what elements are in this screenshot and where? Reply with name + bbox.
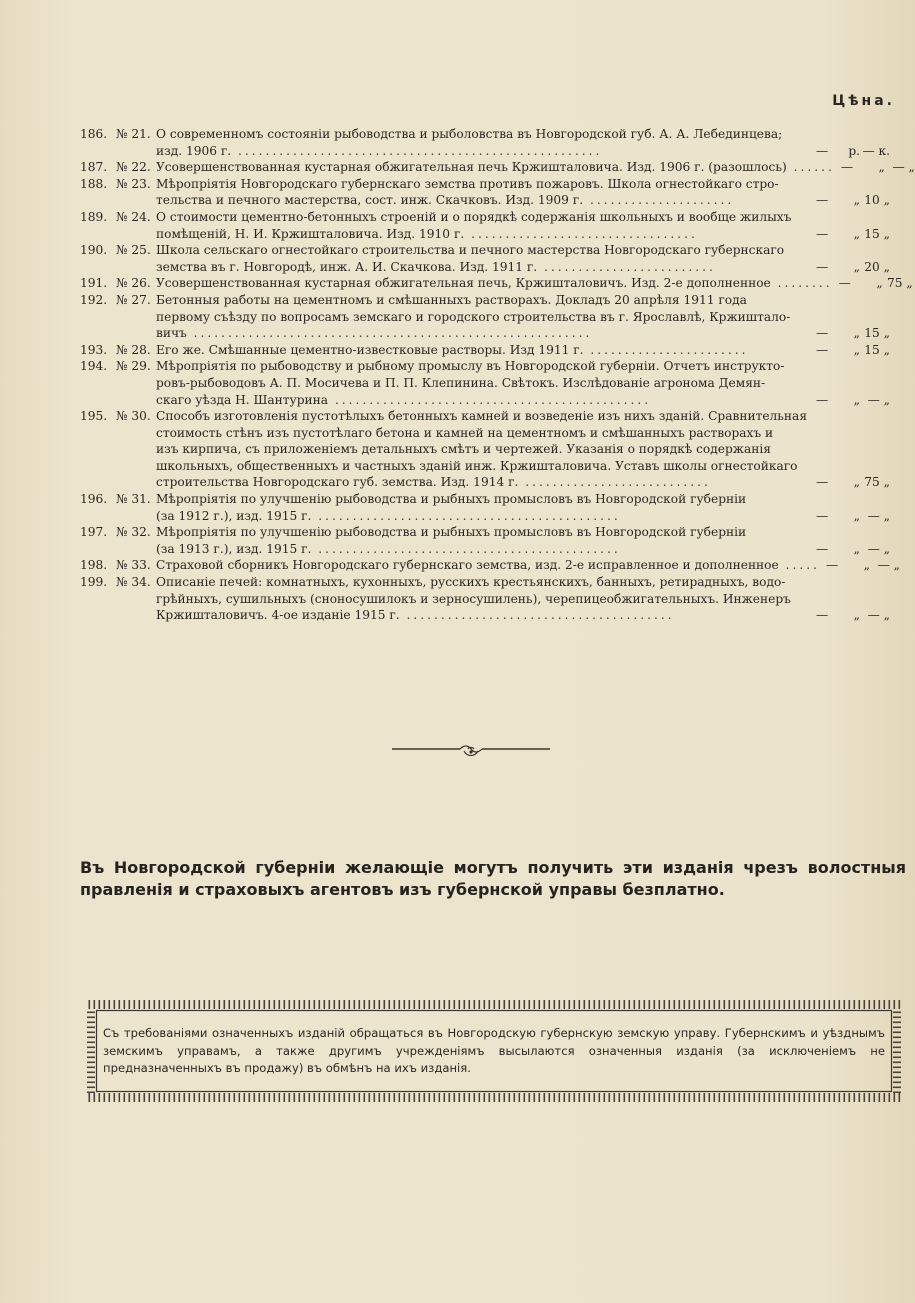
entry-number: № 34. [116,575,151,590]
entry-title-line: ровъ-рыбоводовъ А. П. Мосичева и П. П. Клепинина. Свѣтокъ. Изслѣдованiе агронома Демян- [156,375,766,390]
leader-dots: .......................................................... [186,326,593,341]
entry-title-line: Мѣропрiятiя Новгородскаго губернскаго земства противъ пожаровъ. Школа огнестойкаго стро- [156,176,779,191]
entry-index: 194. [80,359,108,374]
entry-number: № 28. [116,342,151,357]
ornament-divider [392,745,550,759]
entry-title [156,342,816,359]
leader-dots: ..................... [583,193,735,208]
entry-index: 187. [80,160,108,175]
list-item [80,242,906,275]
price-part: „ [878,160,885,175]
price-part: — [816,226,829,241]
list-item [80,574,906,624]
price-part: р. [848,143,860,158]
entry-number: № 22. [116,160,151,175]
entry-title-line: (за 1913 г.), изд. 1915 г. ............................................ [156,541,621,556]
price-part: — [816,475,829,490]
entry-number: № 27. [116,292,151,307]
entry-number: № 23. [116,176,151,191]
entry-price [839,275,915,292]
list-item [80,159,915,176]
entry-index: 192. [80,292,108,307]
entry-title-line: школьныхъ, общественныхъ и частныхъ зданiй инж. Кржишталовича. Уставъ школы огнестойкаго [156,458,798,473]
price-part: „ [853,193,860,208]
price-part: — [816,608,829,623]
list-item [80,209,906,242]
leader-dots: ............................................ [311,508,621,523]
price-part: 75 „ [886,276,913,291]
entry-price [816,325,906,342]
entry-title-line: Способъ изготовленiя пустотѣлыхъ бетонныхъ камней и возведенiе изъ нихъ зданiй. Сравнительная [156,409,808,424]
entry-index: 193. [80,342,108,357]
entry-title [156,358,816,408]
list-item [80,408,906,491]
entry-title-line: земства въ г. Новгородѣ, инж. А. И. Скачкова. Изд. 1911 г. ......................... [156,259,716,274]
price-part: „ [853,259,860,274]
entry-title-line: Описанiе печей: комнатныхъ, кухонныхъ, русскихъ крестьянскихъ, банныхъ, ретирадныхъ, водо- [156,575,786,590]
entry-number: № 26. [116,276,151,291]
price-part: „ [853,541,860,556]
list-item [80,557,906,574]
price-part: „ [853,392,860,407]
entry-number: № 21. [116,127,151,141]
entry-title [156,574,816,624]
leader-dots: ................................. [464,226,698,241]
entry-title-line: Кржишталовичъ. 4-ое изданiе 1915 г. ....................................... [156,608,675,623]
entry-price [816,508,906,525]
price-part: „ [853,342,860,357]
entry-title-line: Его же. Смѣшанные цементно-известковые растворы. Изд 1911 г. ....................... [156,342,749,357]
price-part: — [838,276,851,291]
entry-title [156,408,816,491]
price-part: — [816,326,829,341]
list-item [80,292,906,342]
entry-index: 191. [80,276,108,291]
entry-price [841,159,915,176]
entry-index: 188. [80,176,108,191]
entry-number: № 30. [116,409,151,424]
leader-dots: ........................... [518,475,711,490]
price-part: 15 „ [864,342,890,357]
entry-index: 190. [80,243,108,258]
leader-dots: .............................................. [328,392,652,407]
price-part: 20 „ [864,259,890,274]
entry-price [816,342,906,359]
entry-number: № 29. [116,359,151,374]
entry-price [816,259,906,276]
leader-dots: ........ [770,276,833,291]
price-part: 75 „ [864,475,890,490]
list-item [80,176,906,209]
price-part: „ [876,276,883,291]
ornamental-frame-box [87,1000,901,1102]
entry-title-line: Мѣропрiятiя по улучшенiю рыбоводства и рыбныхъ промысловъ въ Новгородской губернiи [156,492,747,507]
entry-price [816,226,906,243]
entry-title-line: изд. 1906 г. ..................................................... [156,143,603,158]
list-item [80,275,913,292]
price-part: — [816,508,829,523]
entry-title [156,292,816,342]
entry-price [816,541,906,558]
price-part: „ [853,326,860,341]
price-part: — „ [867,608,890,623]
price-part: — [816,541,829,556]
entry-title [156,242,816,275]
publication-list [80,126,915,624]
entry-title [156,275,839,292]
entry-title-line: скаго уѣзда Н. Шантурина .............................................. [156,392,652,407]
price-part: — [816,392,829,407]
entry-title-line: Школа сельскаго огнестойкаго строительства и печного мастерства Новгородскаго губернскаго [156,243,785,258]
entry-price [816,607,906,624]
entry-title [156,557,826,574]
entry-number: № 31. [116,492,151,507]
price-part: 10 „ [864,193,890,208]
entry-title-line: О стоимости цементно-бетонныхъ строенiй и о порядкѣ содержанiя школьныхъ и вообще жилыхъ [156,209,792,224]
price-part: — „ [877,558,900,573]
price-part: 15 „ [864,226,890,241]
entry-title [156,491,816,524]
price-part: — „ [867,508,890,523]
leader-dots: ..... [778,558,820,573]
entry-index: 196. [80,492,108,507]
entry-title-line: первому съѣзду по вопросамъ земскаго и городского строительства въ г. Ярославлѣ, Кржишталo- [156,309,791,324]
exchange-notice-text: Съ требованiями означенныхъ изданiй обращаться въ Новгородскую губернскую земскую управу. Губернскимъ и уѣзднымъ земскимъ управамъ, а также другимъ учрежденiямъ высылаются означенныя изданiя (за исключенiемъ не предназначенныхъ въ продажу) въ обмѣнъ на ихъ изданiя. [103,1026,885,1075]
entry-title-line: О современномъ состоянiи рыбоводства и рыболовства въ Новгородской губ. А. А. Лебединцева; [156,127,783,141]
list-item [80,524,906,557]
list-item [80,491,906,524]
entry-title-line: Усовершенствованная кустарная обжигательная печь Кржишталовича. Изд. 1906 г. (разошлось) ...... [156,160,835,175]
price-part: „ [853,508,860,523]
entry-title-line: строительства Новгородскаго губ. земства. Изд. 1914 г. ........................... [156,475,711,490]
list-item [80,342,906,359]
price-column-header: Цѣна. [832,93,895,109]
entry-number: № 33. [116,558,151,573]
entry-number: № 25. [116,243,151,258]
leader-dots: ......................... [537,259,716,274]
price-part: — [826,558,839,573]
price-part: „ [863,558,870,573]
entry-price [816,143,906,160]
entry-index: 189. [80,209,108,224]
entry-title-line: Усовершенствованная кустарная обжигательная печь, Кржишталовичъ. Изд. 2-е дополненное ........ [156,276,833,291]
leader-dots: ..................................................... [231,143,603,158]
price-part: 15 „ [864,326,890,341]
entry-title [156,159,841,176]
price-part: — [816,143,829,158]
entry-title-line: тельства и печного мастерства, сост. инж. Скачковъ. Изд. 1909 г. ..................... [156,193,735,208]
list-item [80,358,906,408]
entry-title-line: Бетонныя работы на цементномъ и смѣшанныхъ растворахъ. Докладъ 20 апрѣля 1911 года [156,292,747,307]
price-part: — [840,160,854,175]
entry-index: 199. [80,575,108,590]
entry-title-line: грѣйныхъ, сушильныхъ (сноносушилокъ и зерносушилень), черепицеобжигательныхъ. Инженеръ [156,591,791,606]
entry-price [826,557,915,574]
entry-title [156,126,816,159]
entry-index: 197. [80,525,108,540]
entry-title-line: помѣщенiй, Н. И. Кржишталовича. Изд. 1910 г. ................................. [156,226,698,241]
entry-number: № 24. [116,209,151,224]
entry-title-line: (за 1912 г.), изд. 1915 г. ............................................ [156,508,621,523]
entry-title [156,176,816,209]
entry-price [816,392,906,409]
price-part: — [816,193,829,208]
price-part: „ [853,475,860,490]
list-item [80,126,906,159]
price-part: „ [853,608,860,623]
leader-dots: ....................................... [399,608,675,623]
price-part: — [816,342,829,357]
entry-price [816,474,906,491]
entry-title [156,209,816,242]
entry-title-line: стоимость стѣнъ изъ пустотѣлаго бетона и камней на цементномъ и смѣшанныхъ растворахъ и [156,425,774,440]
leader-dots: ............................................ [311,541,621,556]
entry-price [816,192,906,209]
entry-title-line: Мѣропрiятiя по рыбоводству и рыбному промыслу въ Новгородской губернiи. Отчетъ инструкто- [156,359,785,374]
entry-index: 195. [80,409,108,424]
price-part: — „ [867,392,890,407]
price-part: — к. [862,143,890,158]
price-part: — [816,259,829,274]
leader-dots: ...... [786,160,835,175]
entry-title [156,524,816,557]
price-part: „ [853,226,860,241]
entry-title-line: Страховой сборникъ Новгородскаго губернскаго земства, изд. 2-е исправленное и дополненное ..... [156,558,820,573]
entry-title-line: Мѣропрiятiя по улучшенiю рыбоводства и рыбныхъ промысловъ въ Новгородской губернiи [156,525,747,540]
entry-index: 186. [80,127,108,141]
entry-index: 198. [80,558,108,573]
price-part: — „ [892,160,915,175]
price-part: — „ [867,541,890,556]
entry-title-line: вичъ .......................................................... [156,326,593,341]
distribution-notice: Въ Новгородской губернiи желающiе могутъ получить эти изданiя чрезъ волостныя правленiя и страховыхъ агентовъ изъ губернской управы безплатно. [80,858,906,899]
leader-dots: ....................... [583,342,749,357]
entry-title-line: изъ кирпича, съ приложенiемъ детальныхъ смѣтъ и чертежей. Указанiя о порядкѣ содержанiя [156,442,771,457]
entry-number: № 32. [116,525,151,540]
